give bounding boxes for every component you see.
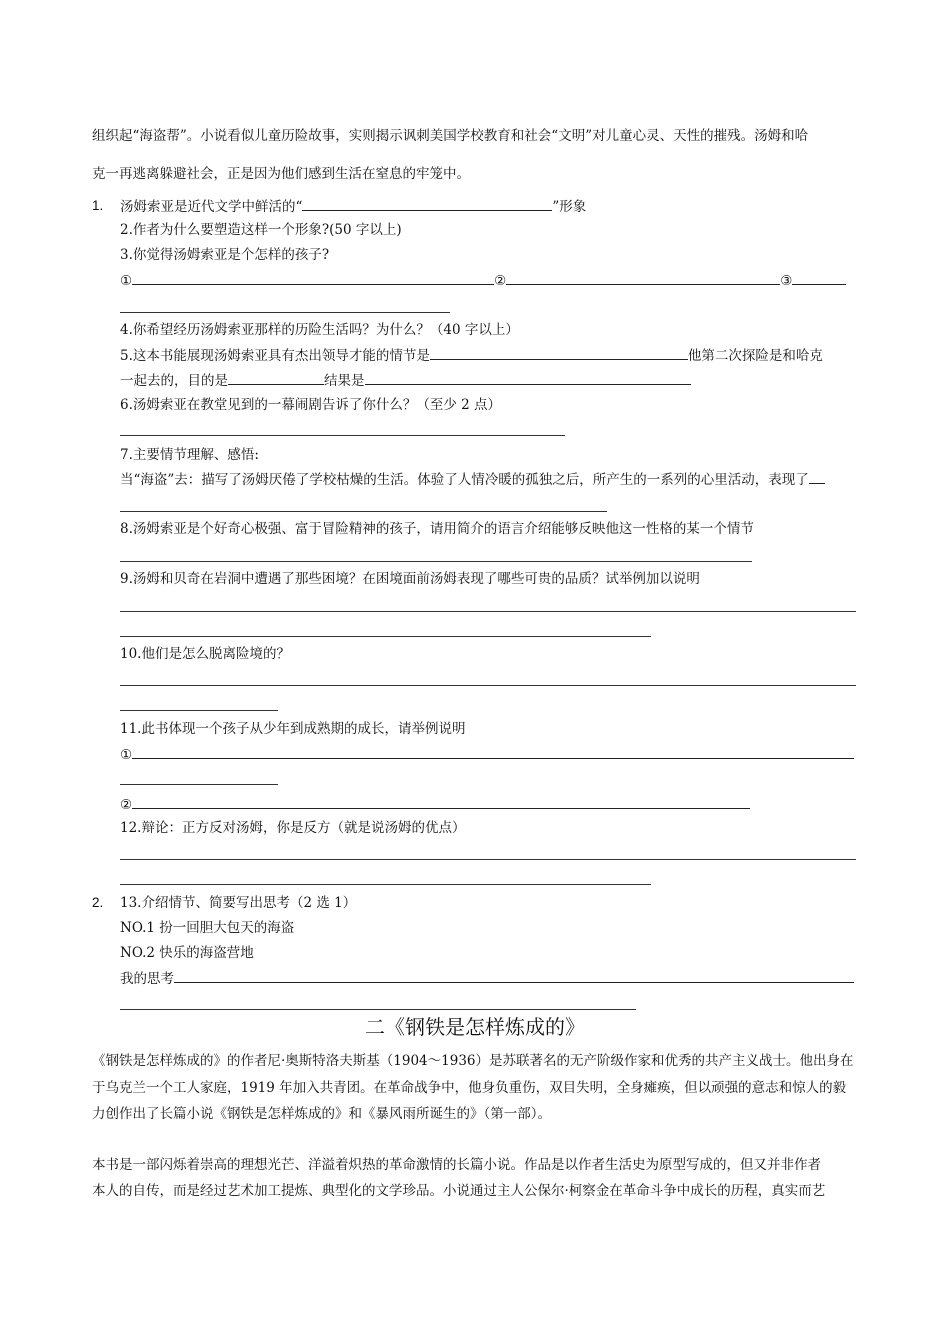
list-number-2: 2. [92,895,104,910]
question-4: 4.你希望经历汤姆索亚那样的历险生活吗？为什么？（40 字以上） [120,322,519,338]
my-thoughts-label: 我的思考 [120,971,174,987]
answer-blank-3b[interactable] [506,271,780,285]
circle-two-marker: ② [120,797,133,813]
question-1-suffix: ”形象 [552,199,587,215]
question-11-answer-1 [120,745,854,764]
answer-blank-11b[interactable] [132,795,750,809]
list-number-1: 1. [92,198,104,213]
question-10: 10.他们是怎么脱离险境的？ [120,646,290,662]
question-6: 6.汤姆索亚在教堂见到的一幕闹剧告诉了你什么？（至少 2 点） [120,397,502,413]
question-5-part-c: 一起去的，目的是 [120,373,228,389]
answer-line-12a[interactable] [120,859,856,860]
question-5-part-b: 他第二次探险是和哈克 [687,348,823,364]
answer-blank-13[interactable] [174,969,854,983]
answer-line-8[interactable] [120,561,752,562]
section-title: 二《钢铁是怎样炼成的》 [365,1015,585,1039]
paragraph-2-line-1: 本书是一部闪烁着崇高的理想光芒、洋溢着炽热的革命激情的长篇小说。作品是以作者生活史为原型写成的，但又并非作者 [92,1157,821,1173]
circle-one-marker: ① [120,747,133,763]
question-3: 3.你觉得汤姆索亚是个怎样的孩子? [120,247,330,263]
answer-line-10a[interactable] [120,685,856,686]
circle-one-marker: ① [120,273,133,289]
question-5-part-a: 5.这本书能展现汤姆索亚具有杰出领导才能的情节是 [120,348,430,364]
question-1 [120,197,586,216]
answer-blank-5c[interactable] [365,371,691,385]
my-thoughts [120,969,854,988]
question-7-text [120,470,825,489]
intro-line-1: 组织起“海盗帮”。小说看似儿童历险故事，实则揭示讽刺美国学校教育和社会“文明”对儿童心灵、天性的摧残。汤姆和哈 [92,128,809,144]
intro-line-2: 克一再逃离躲避社会，正是因为他们感到生活在窒息的牢笼中。 [92,166,470,182]
paragraph-1-line-2: 于乌克兰一个工人家庭，1919 年加入共青团。在革命战争中，他身负重伤，双目失明，全身瘫痪，但以顽强的意志和惊人的毅 [92,1080,847,1096]
answer-line-11a[interactable] [120,784,278,785]
answer-blank-3c[interactable] [792,271,846,285]
question-11-answer-2 [120,795,750,814]
answer-blank-1[interactable] [302,197,552,211]
question-11: 11.此书体现一个孩子从少年到成熟期的成长，请举例说明 [120,721,466,737]
answer-blank-11a[interactable] [132,745,854,759]
answer-line-10b[interactable] [120,710,278,711]
answer-line-9b[interactable] [120,636,651,637]
question-2: 2.作者为什么要塑造这样一个形象?(50 字以上) [120,222,402,238]
paragraph-2-line-2: 本人的自传，而是经过艺术加工提炼、典型化的文学珍品。小说通过主人公保尔·柯察金在革命斗争中成长的历程，真实而艺 [92,1183,826,1199]
question-5 [120,346,823,365]
answer-line-12b[interactable] [120,884,651,885]
question-13: 13.介绍情节、简要写出思考（2 选 1） [120,895,357,911]
circle-two-marker: ② [494,273,507,289]
answer-line-7[interactable] [120,511,607,512]
question-3-answers [120,271,846,290]
question-7-body: 当“海盗”去：描写了汤姆厌倦了学校枯燥的生活。体验了人情冷暖的孤独之后，所产生的一系列的心里活动，表现了 [120,472,809,488]
answer-blank-5b[interactable] [228,371,324,385]
answer-blank-7a[interactable] [809,470,825,484]
answer-line-9a[interactable] [120,611,856,612]
question-8: 8.汤姆索亚是个好奇心极强、富于冒险精神的孩子，请用简介的语言介绍能够反映他这一性格的某一个情节 [120,521,754,537]
option-1: NO.1 扮一回胆大包天的海盗 [120,920,295,936]
question-5-cont [120,371,691,390]
circle-three-marker: ③ [780,273,793,289]
question-9: 9.汤姆和贝奇在岩洞中遭遇了那些困境？在困境面前汤姆表现了哪些可贵的品质？试举例加以说明 [120,571,700,587]
answer-line-6[interactable] [120,435,565,436]
question-12: 12.辩论：正方反对汤姆，你是反方（就是说汤姆的优点） [120,820,466,836]
question-7-title: 7.主要情节理解、感悟: [120,447,259,463]
paragraph-1-line-3: 力创作出了长篇小说《钢铁是怎样炼成的》和《暴风雨所诞生的》（第一部）。 [92,1106,551,1122]
answer-blank-3a[interactable] [132,271,494,285]
answer-line-3[interactable] [120,312,450,313]
answer-blank-5a[interactable] [430,346,688,360]
question-5-part-d: 结果是 [324,373,365,389]
question-1-prefix: 汤姆索亚是近代文学中鲜活的“ [120,199,303,215]
answer-line-13[interactable] [120,1009,636,1010]
paragraph-1-line-1: 《钢铁是怎样炼成的》的作者尼·奥斯特洛夫斯基（1904～1936）是苏联著名的无产阶级作家和优秀的共产主义战士。他出身在 [92,1053,854,1069]
option-2: NO.2 快乐的海盗营地 [120,945,254,961]
